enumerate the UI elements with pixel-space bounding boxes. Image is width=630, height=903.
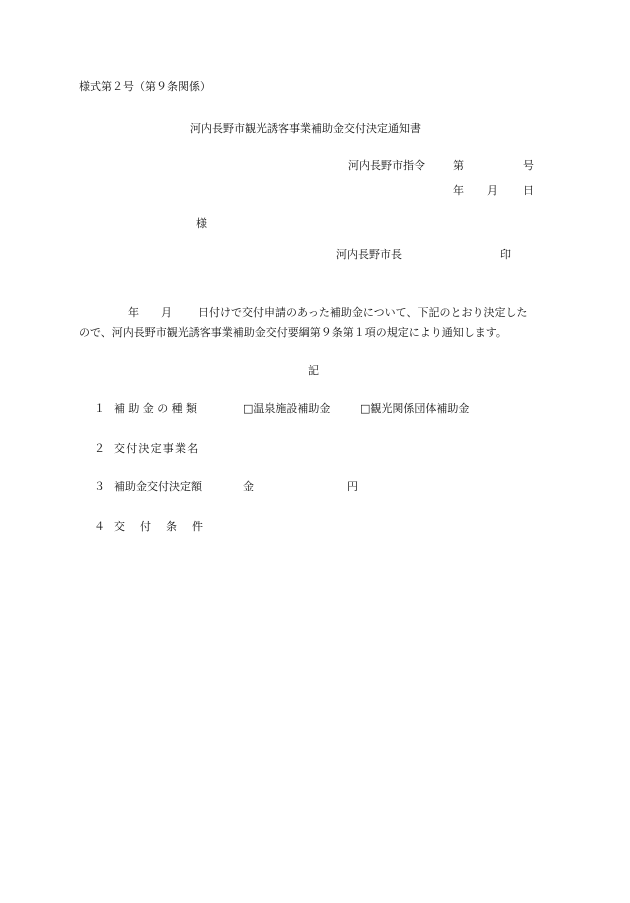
sender-title: 河内長野市長	[336, 248, 402, 261]
seal-mark: 印	[500, 248, 511, 261]
item-label-subsidy-type: 補助金の種類	[114, 402, 201, 415]
addressee-honorific: 様	[196, 217, 207, 230]
item-label-project-name: 交付決定事業名	[114, 442, 200, 455]
reference-go: 号	[523, 159, 534, 172]
body-year-label: 年	[128, 306, 139, 319]
amount-unit: 円	[347, 480, 358, 493]
subsidy-option-label: 温泉施設補助金	[253, 402, 331, 415]
checkbox-icon[interactable]: □	[243, 402, 254, 415]
body-line-2: ので、河内長野市観光誘客事業補助金交付要綱第９条第１項の規定により通知します。	[79, 326, 507, 339]
item-number: ２	[94, 442, 105, 455]
body-line-1: 日付けで交付申請のあった補助金について、下記のとおり決定した	[198, 306, 528, 319]
item-number: ４	[94, 520, 105, 533]
checkbox-icon[interactable]: □	[360, 402, 371, 415]
item-label-conditions: 交付条件	[114, 520, 218, 533]
item-number: １	[94, 402, 105, 415]
subsidy-option-tourism-group[interactable]	[360, 402, 469, 416]
reference-dai: 第	[453, 159, 464, 172]
body-month-label: 月	[161, 306, 172, 319]
item-number: ３	[94, 480, 105, 493]
ki-heading: 記	[308, 364, 319, 377]
amount-prefix: 金	[243, 480, 254, 493]
form-number-label: 様式第２号（第９条関係）	[79, 80, 211, 93]
subsidy-option-onsen[interactable]	[243, 402, 330, 416]
date-month-label: 月	[487, 184, 498, 197]
subsidy-option-label: 観光関係団体補助金	[370, 402, 470, 415]
date-day-label: 日	[523, 184, 534, 197]
date-year-label: 年	[453, 184, 464, 197]
item-label-grant-amount: 補助金交付決定額	[114, 480, 202, 493]
document-title: 河内長野市観光誘客事業補助金交付決定通知書	[190, 122, 421, 135]
reference-label: 河内長野市指令	[348, 159, 425, 172]
